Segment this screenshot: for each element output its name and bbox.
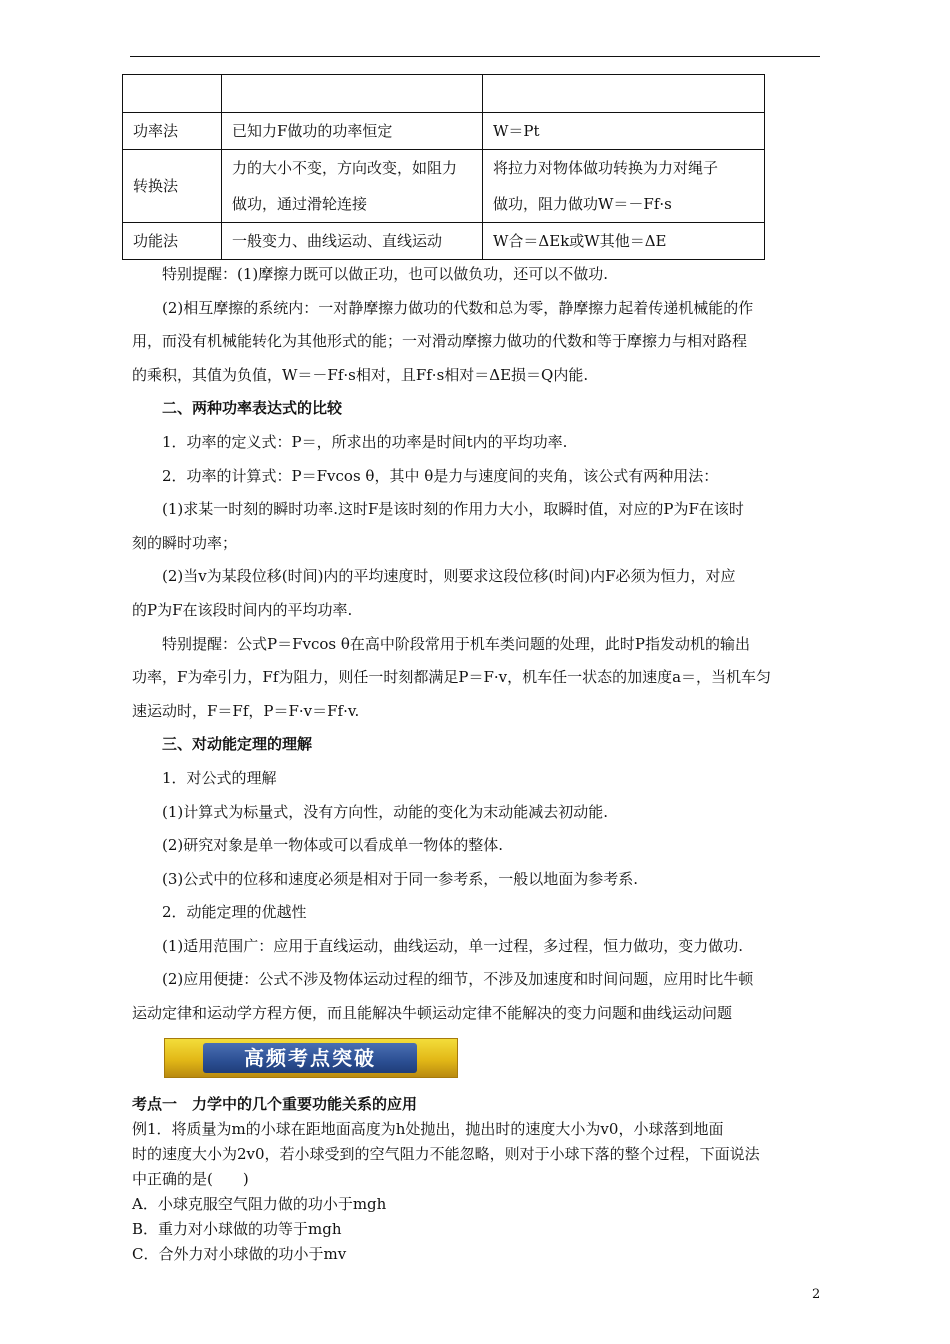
table-row: [123, 223, 765, 260]
text-line: 1．功率的定义式：P＝，所求出的功率是时间t内的平均功率.: [162, 432, 568, 451]
text-line: 时的速度大小为2v0，若小球受到的空气阻力不能忽略，则对于小球下落的整个过程，下面说法: [132, 1145, 760, 1163]
method-cell: [123, 75, 222, 113]
condition-cell: 已知力F做功的功率恒定: [222, 113, 483, 150]
table-row: [123, 113, 765, 150]
text-line: 特别提醒：(1)摩擦力既可以做正功，也可以做负功，还可以不做功.: [162, 265, 609, 283]
text-line: 特别提醒：公式P＝Fvcos θ在高中阶段常用于机车类问题的处理，此时P指发动机的输出: [162, 634, 750, 653]
text-line: 运动定律和运动学方程方便，而且能解决牛顿运动定律不能解决的变力问题和曲线运动问题: [132, 1004, 733, 1023]
text-line: 例1．将质量为m的小球在距地面高度为h处抛出，抛出时的速度大小为v0，小球落到地面: [132, 1120, 724, 1138]
formula-cell: W＝Pt: [483, 113, 765, 150]
text-line: (2)当v为某段位移(时间)内的平均速度时，则要求这段位移(时间)内F必须为恒力，对应: [162, 567, 736, 586]
method-cell: 功能法: [123, 223, 222, 260]
text-line: 的P为F在该段时间内的平均功率.: [132, 600, 353, 619]
text-line: (3)公式中的位移和速度必须是相对于同一参考系，一般以地面为参考系.: [162, 869, 639, 888]
table-row: [123, 150, 765, 223]
example-text: [132, 1092, 822, 1267]
option-b: B．重力对小球做的功等于mgh: [132, 1220, 342, 1238]
text-line: 功率，F为牵引力，Ff为阻力，则任一时刻都满足P＝F·v，机车任一状态的加速度a＝，当机车匀: [132, 668, 772, 687]
topic-heading: 考点一 力学中的几个重要功能关系的应用: [132, 1095, 418, 1113]
text-line: 2．动能定理的优越性: [162, 903, 307, 922]
option-c: C．合外力对小球做的功小于mv: [132, 1245, 347, 1263]
text-line: 的乘积，其值为负值，W＝－Ff·s相对，且Ff·s相对＝ΔE损＝Q内能.: [132, 365, 589, 384]
page-number: 2: [812, 1287, 821, 1302]
section-heading: 三、对动能定理的理解: [162, 735, 313, 754]
condition-cell: [222, 75, 483, 113]
text-line: 1．对公式的理解: [162, 768, 277, 787]
text-line: (2)应用便捷：公式不涉及物体运动过程的细节，不涉及加速度和时间问题，应用时比牛顿: [162, 970, 754, 989]
table-row: [123, 75, 765, 113]
text-line: (2)研究对象是单一物体或可以看成单一物体的整体.: [162, 836, 504, 855]
formula-cell: 将拉力对物体做功转换为力对绳子 做功，阻力做功W＝－Ff·s: [483, 150, 765, 223]
text-line: 用，而没有机械能转化为其他形式的能；一对滑动摩擦力做功的代数和等于摩擦力与相对路程: [132, 332, 748, 351]
text-line: (1)求某一时刻的瞬时功率.这时F是该时刻的作用力大小，取瞬时值，对应的P为F在该时: [162, 500, 744, 519]
methods-table: [122, 74, 765, 260]
condition-cell: 力的大小不变，方向改变，如阻力 做功，通过滑轮连接: [222, 150, 483, 223]
formula-cell: W合＝ΔEk或W其他＝ΔE: [483, 223, 765, 260]
text-line: 中正确的是( ): [132, 1170, 249, 1188]
condition-cell: 一般变力、曲线运动、直线运动: [222, 223, 483, 260]
text-line: (1)适用范围广：应用于直线运动，曲线运动，单一过程，多过程，恒力做功，变力做功.: [162, 936, 744, 955]
section-banner: [164, 1038, 458, 1078]
option-a: A．小球克服空气阻力做的功小于mgh: [132, 1195, 387, 1213]
text-line: 刻的瞬时功率；: [132, 533, 238, 552]
header-rule: [130, 56, 820, 57]
method-cell: 功率法: [123, 113, 222, 150]
text-line: 2．功率的计算式：P＝Fvcos θ，其中 θ是力与速度间的夹角，该公式有两种用法：: [162, 466, 719, 485]
formula-cell: [483, 75, 765, 113]
method-cell: 转换法: [123, 150, 222, 223]
section-heading: 二、两种功率表达式的比较: [162, 399, 343, 418]
text-line: (2)相互摩擦的系统内：一对静摩擦力做功的代数和总为零，静摩擦力起着传递机械能的作: [162, 298, 754, 317]
banner-title: 高频考点突破: [203, 1043, 417, 1073]
text-line: (1)计算式为标量式，没有方向性，动能的变化为末动能减去初动能.: [162, 802, 609, 821]
body-text: [132, 258, 822, 1031]
text-line: 速运动时，F＝Ff，P＝F·v＝Ff·v.: [132, 701, 360, 720]
